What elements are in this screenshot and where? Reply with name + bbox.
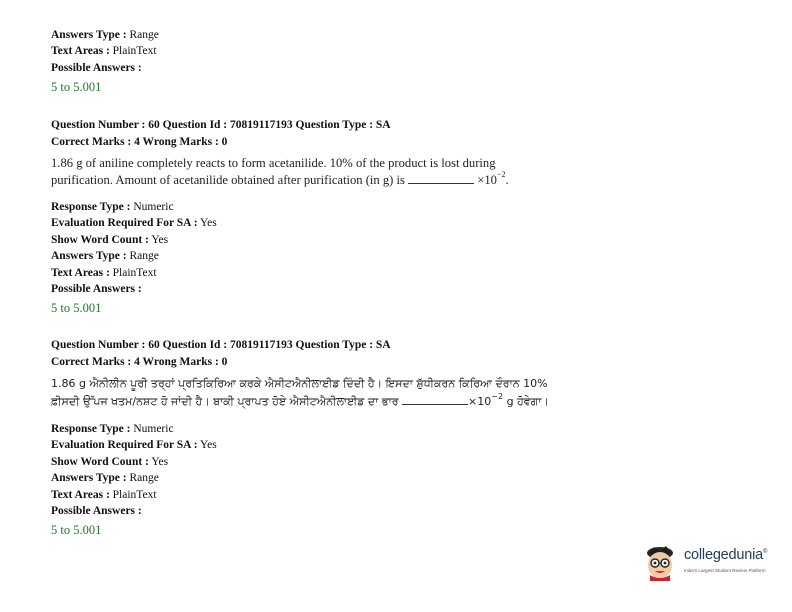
meta-row-answers-type: Answers Type : Range xyxy=(51,250,159,263)
meta-row-possible-answers: Possible Answers : xyxy=(51,283,142,296)
meta-row-answers-type: Answers Type : Range xyxy=(51,29,159,41)
collegedunia-logo xyxy=(640,545,780,581)
question-text-line-1: 1.86 g ਐਨੀਲੀਨ ਪੂਰੀ ਤਰ੍ਹਾਂ ਪ੍ਰਤਿਕਿਰਿਆ ਕਰਕੇ ਐਸੀਟਐਨੀਲਾਈਡ ਦਿੰਦੀ ਹੈ। ਇਸਦਾ ਸ਼ੁੱਧੀਕਰਨ ਕਿਰਿਆ ਦੌਰਾਨ 10% xyxy=(51,377,548,390)
meta-row-response-type: Response Type : Numeric xyxy=(51,201,174,213)
answer-blank xyxy=(408,173,474,184)
question-block-english xyxy=(51,117,509,317)
mascot-face-icon xyxy=(640,545,680,581)
meta-row-word-count: Show Word Count : Yes xyxy=(51,233,169,246)
possible-answer-value: 5 to 5.001 xyxy=(51,80,102,95)
meta-row-text-areas: Text Areas : PlainText xyxy=(51,266,157,279)
response-meta xyxy=(51,421,549,539)
question-text-line-2: ਫ਼ੀਸਦੀ ਉੱਪਜ ਖਤਮ/ਨਸ਼ਟ ਹੋ ਜਾਂਦੀ ਹੈ। ਬਾਕੀ ਪ੍ਰਾਪਤ ਹੋਏ ਐਸੀਟਐਨੀਲਾਈਡ ਦਾ ਭਾਰ $\times 10^{-2}$ g ਹੋਵੇਗਾ। xyxy=(51,392,549,408)
question-header: Question Number : 60 Question Id : 70819117193 Question Type : SA xyxy=(51,339,391,351)
question-text xyxy=(51,375,549,411)
question-block-punjabi xyxy=(51,337,549,539)
question-text-line-1: 1.86 g of aniline completely reacts to form acetanilide. 10% of the product is lost during xyxy=(51,156,496,170)
question-text xyxy=(51,155,509,188)
meta-row-answers-type: Answers Type : Range xyxy=(51,472,159,485)
logo-tagline: India's Largest Student Review Platform xyxy=(684,568,766,573)
logo-wordmark: collegedunia® xyxy=(684,547,768,563)
question-marks: Correct Marks : 4 Wrong Marks : 0 xyxy=(51,135,228,148)
possible-answer-value: 5 to 5.001 xyxy=(51,301,102,316)
meta-row-evaluation: Evaluation Required For SA : Yes xyxy=(51,217,217,230)
question-marks: Correct Marks : 4 Wrong Marks : 0 xyxy=(51,355,228,368)
response-meta xyxy=(51,199,509,317)
meta-row-evaluation: Evaluation Required For SA : Yes xyxy=(51,439,217,452)
meta-row-possible-answers: Possible Answers : xyxy=(51,61,142,74)
question-text-line-2: purification. Amount of acetanilide obtained after purification (in g) is $\times 10^{-2}$. xyxy=(51,170,509,187)
meta-row-response-type: Response Type : Numeric xyxy=(51,423,174,435)
question-header: Question Number : 60 Question Id : 70819117193 Question Type : SA xyxy=(51,119,391,131)
meta-row-word-count: Show Word Count : Yes xyxy=(51,455,169,468)
meta-row-text-areas: Text Areas : PlainText xyxy=(51,45,157,58)
meta-row-possible-answers: Possible Answers : xyxy=(51,505,142,518)
possible-answer-value: 5 to 5.001 xyxy=(51,523,102,538)
answer-meta-block-top xyxy=(51,27,159,96)
answer-blank xyxy=(402,394,468,405)
meta-row-text-areas: Text Areas : PlainText xyxy=(51,488,157,501)
